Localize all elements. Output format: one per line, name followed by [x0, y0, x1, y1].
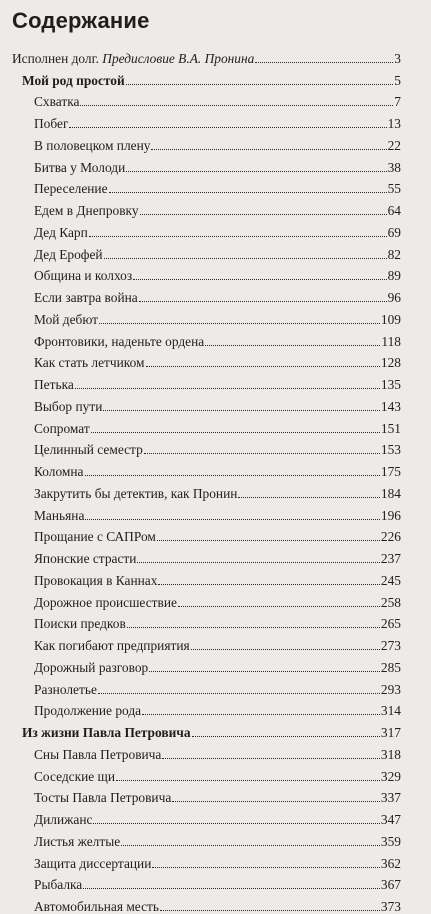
toc-row	[0, 805, 431, 827]
toc-page-number: 151	[380, 420, 401, 436]
toc-row	[0, 479, 431, 501]
dot-leader	[91, 432, 380, 433]
toc-page-number: 7	[394, 94, 401, 110]
toc-row	[0, 697, 431, 719]
dot-leader	[85, 475, 380, 476]
toc-entry-title	[34, 661, 148, 675]
toc-entry-title	[34, 117, 68, 131]
toc-entry-label: Дорожный разговор	[34, 659, 149, 675]
toc-section-row	[0, 718, 431, 740]
toc-page-number: 258	[380, 594, 401, 610]
dot-leader	[127, 627, 380, 628]
toc-row	[0, 827, 431, 849]
toc-entry-title	[34, 139, 150, 153]
toc-row	[0, 523, 431, 545]
dot-leader	[192, 736, 380, 737]
toc-entry-title	[34, 378, 74, 392]
toc-entry-label: Японские страсти	[34, 551, 137, 566]
toc-entry-title	[34, 400, 102, 414]
toc-entry-label: Фронтовики, наденьте ордена	[34, 333, 205, 349]
toc-entry-label: Как стать летчиком	[34, 355, 145, 371]
toc-page-number: 38	[387, 159, 401, 175]
toc-row	[0, 871, 431, 893]
toc-page-number: 64	[387, 203, 401, 218]
toc-entry-title	[34, 204, 139, 218]
toc-entry-title	[34, 617, 126, 631]
toc-entry-label: Продолжение рода	[34, 703, 142, 719]
toc-row	[0, 457, 431, 479]
dot-leader	[80, 105, 393, 106]
toc-entry-label: Закрутить бы детектив, как Пронин	[34, 485, 238, 501]
toc-entry-title	[34, 748, 161, 762]
toc-entry-label: Едем в Днепровку	[34, 203, 139, 218]
toc-row	[0, 501, 431, 523]
toc-entry-title	[34, 878, 82, 892]
dot-leader	[126, 171, 386, 172]
toc-entry-label: Разнолетье	[34, 681, 97, 697]
toc-entry-label: Дед Ерофей	[34, 246, 103, 262]
toc-entry-title	[34, 291, 138, 305]
toc-entry-title	[34, 356, 145, 370]
toc-entry-title	[34, 487, 237, 501]
toc-page-number: 329	[380, 768, 401, 784]
toc-row	[0, 196, 431, 218]
toc-entry-title	[34, 465, 84, 479]
toc-entry-title	[34, 443, 143, 457]
toc-entry-title	[22, 726, 191, 740]
toc-entry-label: Сопромат	[34, 420, 90, 436]
toc-row	[0, 544, 431, 566]
toc-page-number: 265	[380, 616, 401, 632]
toc-page-number: 373	[380, 899, 401, 914]
dot-leader	[83, 888, 380, 889]
table-of-contents	[0, 44, 431, 914]
toc-page-number: 184	[380, 485, 401, 501]
dot-leader	[149, 671, 380, 672]
toc-row	[0, 349, 431, 371]
dot-leader	[109, 192, 387, 193]
dot-leader	[238, 497, 379, 498]
dot-leader	[99, 323, 380, 324]
toc-entry-title	[34, 574, 157, 588]
dot-leader	[116, 780, 380, 781]
toc-row	[0, 175, 431, 197]
toc-page-number: 96	[387, 290, 401, 305]
toc-entry-label: Исполнен долг.	[12, 50, 103, 66]
dot-leader	[133, 279, 386, 280]
toc-page-number: 245	[380, 572, 401, 588]
toc-entry-label: Автомобильная месть	[34, 899, 159, 914]
toc-entry-label: Рыбалка	[34, 877, 83, 893]
toc-entry-label: Коломна	[34, 464, 84, 479]
dot-leader	[139, 301, 387, 302]
dot-leader	[157, 540, 380, 541]
toc-entry-title	[34, 182, 108, 196]
dot-leader	[178, 606, 380, 607]
toc-row	[0, 631, 431, 653]
toc-entry-title	[34, 552, 136, 566]
toc-page-number: 226	[380, 529, 401, 545]
toc-row	[0, 44, 431, 66]
toc-entry-title	[34, 596, 177, 610]
dot-leader	[146, 366, 380, 367]
toc-entry-label: Битва у Молоди	[34, 159, 126, 175]
dot-leader	[126, 84, 394, 85]
toc-row	[0, 131, 431, 153]
toc-entry-label: Дорожное происшествие	[34, 594, 177, 610]
toc-row	[0, 109, 431, 131]
toc-entry-title	[34, 683, 97, 697]
toc-page-number: 285	[380, 659, 401, 675]
dot-leader	[103, 410, 380, 411]
dot-leader	[172, 801, 380, 802]
toc-page-number: 82	[387, 246, 401, 262]
toc-entry-label: Община и колхоз	[34, 268, 133, 284]
toc-entry-label: Дилижанс	[34, 812, 93, 827]
toc-entry-title	[34, 813, 92, 827]
toc-entry-title	[34, 335, 204, 349]
toc-row	[0, 240, 431, 262]
dot-leader	[152, 867, 380, 868]
dot-leader	[162, 758, 380, 759]
toc-entry-label: Защита диссертации	[34, 855, 152, 871]
toc-row	[0, 675, 431, 697]
toc-row	[0, 653, 431, 675]
toc-row	[0, 305, 431, 327]
toc-entry-title	[34, 770, 115, 784]
dot-leader	[98, 693, 380, 694]
toc-entry-title	[34, 95, 79, 109]
toc-section-row	[0, 66, 431, 88]
toc-page-number: 347	[380, 812, 401, 827]
dot-leader	[158, 584, 379, 585]
toc-entry-label: Переселение	[34, 181, 108, 197]
toc-row	[0, 283, 431, 305]
toc-page-number: 135	[380, 377, 401, 392]
dot-leader	[255, 62, 393, 63]
toc-entry-label: Мой дебют	[34, 311, 99, 327]
dot-leader	[160, 910, 380, 911]
toc-entry-label: Сны Павла Петровича	[34, 746, 162, 762]
toc-entry-label: Целинный семестр	[34, 442, 143, 458]
dot-leader	[75, 388, 380, 389]
dot-leader	[85, 519, 380, 520]
toc-page-number: 175	[380, 464, 401, 479]
toc-entry-title	[34, 161, 125, 175]
toc-entry-title	[34, 704, 141, 718]
toc-row	[0, 588, 431, 610]
toc-entry-title	[34, 269, 132, 283]
toc-page-number: 22	[387, 137, 401, 153]
dot-leader	[69, 127, 386, 128]
toc-row	[0, 566, 431, 588]
toc-page-number: 128	[380, 355, 401, 371]
toc-row	[0, 327, 431, 349]
toc-row	[0, 740, 431, 762]
dot-leader	[142, 714, 380, 715]
toc-row	[0, 784, 431, 806]
toc-page-number: 118	[381, 333, 401, 349]
toc-entry-title	[34, 509, 84, 523]
toc-entry-label: Из жизни Павла Петровича	[22, 725, 191, 740]
toc-page-number: 273	[380, 638, 401, 653]
toc-entry-title	[34, 313, 98, 327]
toc-page-number: 153	[380, 442, 401, 458]
dot-leader	[205, 345, 380, 346]
toc-entry-label: Побег	[34, 116, 69, 131]
dot-leader	[140, 214, 387, 215]
dot-leader	[104, 258, 387, 259]
toc-page-number: 293	[380, 681, 401, 697]
toc-row	[0, 392, 431, 414]
toc-entry-title	[34, 248, 103, 262]
toc-page-number: 196	[380, 507, 401, 523]
toc-page-number: 55	[387, 181, 401, 197]
toc-row	[0, 153, 431, 175]
toc-entry-label: В половецком плену	[34, 137, 151, 153]
toc-row	[0, 849, 431, 871]
toc-entry-title	[34, 900, 159, 914]
dot-leader	[151, 149, 386, 150]
toc-page-number: 367	[380, 877, 401, 893]
toc-entry-title	[34, 639, 190, 653]
toc-entry-label: Дед Карп	[34, 224, 88, 240]
toc-entry-label: Как погибают предприятия	[34, 638, 190, 653]
dot-leader	[137, 562, 379, 563]
toc-entry-title	[34, 422, 90, 436]
toc-page-number: 317	[380, 725, 401, 740]
toc-row	[0, 414, 431, 436]
toc-row	[0, 762, 431, 784]
toc-page-number: 359	[380, 833, 401, 849]
toc-entry-title	[22, 74, 125, 88]
dot-leader	[121, 845, 380, 846]
toc-entry-title	[34, 857, 151, 871]
toc-row	[0, 262, 431, 284]
toc-entry-label: Выбор пути	[34, 398, 103, 414]
toc-entry-title	[34, 835, 120, 849]
toc-page-number: 5	[394, 72, 401, 88]
toc-page-number: 143	[380, 398, 401, 414]
dot-leader	[93, 823, 379, 824]
toc-row	[0, 610, 431, 632]
toc-page-number: 13	[387, 116, 401, 131]
toc-entry-label: Маньяна	[34, 507, 85, 523]
toc-entry-label: Мой род простой	[22, 72, 125, 88]
toc-row	[0, 370, 431, 392]
toc-page-number: 237	[380, 551, 401, 566]
page-title: Содержание	[12, 8, 150, 33]
toc-entry-label: Поиски предков	[34, 616, 126, 632]
toc-entry-title	[34, 226, 88, 240]
toc-entry-label: Провокация в Каннах	[34, 572, 158, 588]
toc-entry-title	[34, 791, 171, 805]
toc-entry-label: Схватка	[34, 94, 80, 110]
toc-page-number: 314	[380, 703, 401, 719]
dot-leader	[144, 453, 380, 454]
dot-leader	[191, 649, 380, 650]
toc-page-number: 362	[380, 855, 401, 871]
toc-entry-label: Листья желтые	[34, 833, 121, 849]
toc-page-number: 69	[387, 224, 401, 240]
toc-row	[0, 218, 431, 240]
toc-entry-label: Соседские щи	[34, 768, 116, 784]
toc-entry-label: Если завтра война	[34, 290, 138, 305]
toc-page-number: 337	[380, 790, 401, 806]
toc-page-number: 89	[387, 268, 401, 284]
toc-entry-label-italic: Предисловие В.А. Пронина	[102, 50, 255, 66]
toc-entry-label: Петька	[34, 377, 74, 392]
toc-entry-label: Прощание с САПРом	[34, 529, 156, 545]
toc-row	[0, 892, 431, 914]
toc-entry-title	[34, 530, 156, 544]
toc-entry-label: Тосты Павла Петровича	[34, 790, 172, 806]
toc-row	[0, 88, 431, 110]
toc-page-number: 318	[380, 746, 401, 762]
toc-page-number: 109	[380, 311, 401, 327]
toc-page-number: 3	[394, 50, 401, 66]
toc-row	[0, 436, 431, 458]
toc-entry-title	[12, 52, 254, 66]
dot-leader	[89, 236, 387, 237]
